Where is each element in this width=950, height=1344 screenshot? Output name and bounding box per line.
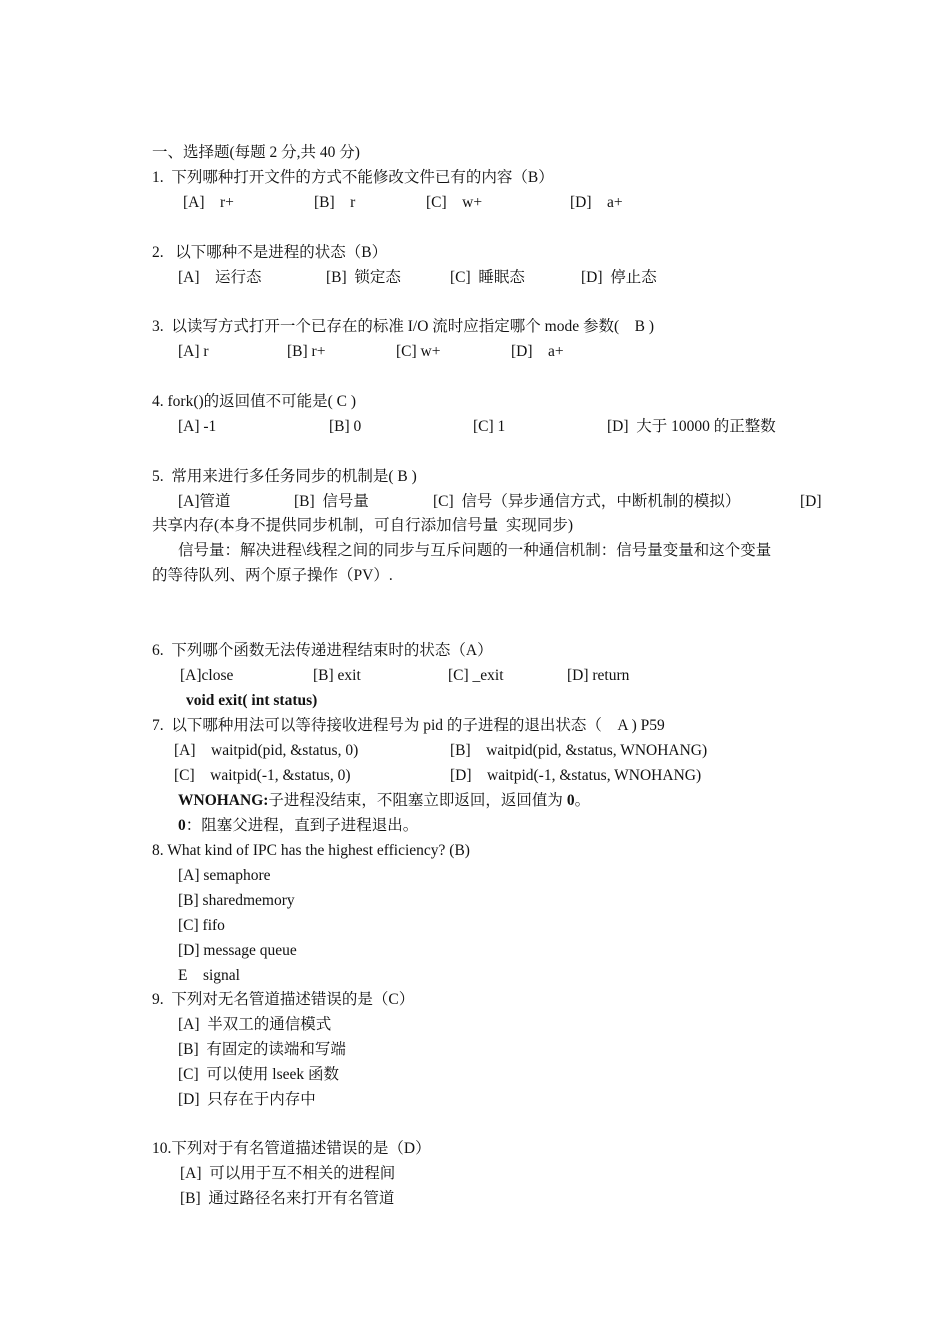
q9-option-c: [C] 可以使用 lseek 函数 <box>178 1066 340 1083</box>
q8-option-e: E signal <box>178 967 240 984</box>
q1-option-b: [B] r <box>314 194 356 211</box>
q7-note-2-text: ：阻塞父进程，直到子进程退出。 <box>185 817 419 834</box>
q5-option-d-text: 共享内存(本身不提供同步机制，可自行添加信号量 实现同步) <box>152 517 574 534</box>
q5-option-d: [D] <box>800 493 822 510</box>
q8-option-d: [D] message queue <box>178 942 297 959</box>
q9-option-a: [A] 半双工的通信模式 <box>178 1016 332 1033</box>
q4-option-b: [B] 0 <box>329 418 362 435</box>
q6-note: void exit( int status) <box>186 692 318 709</box>
q3-option-c: [C] w+ <box>396 343 441 360</box>
q6-option-d: [D] return <box>567 667 630 684</box>
q6-option-a: [A]close <box>180 667 234 684</box>
q8-option-b: [B] sharedmemory <box>178 892 295 909</box>
q5-option-a: [A]管道 <box>178 493 231 510</box>
q2-option-a: [A] 运行态 <box>178 269 262 286</box>
q7-note-1 <box>178 791 590 811</box>
q2-option-d: [D] 停止态 <box>581 269 657 286</box>
question-10: 10.下列对于有名管道描述错误的是（D） <box>152 1140 431 1157</box>
q7-note-1-term: WNOHANG: <box>178 792 269 809</box>
q2-option-b: [B] 锁定态 <box>326 269 401 286</box>
q7-note-1-value: 0 <box>566 792 575 809</box>
q7-option-a: [A] waitpid(pid, &status, 0) <box>174 742 359 759</box>
q5-option-c: [C] 信号（异步通信方式，中断机制的模拟） <box>433 493 741 510</box>
q1-option-d: [D] a+ <box>570 194 623 211</box>
q1-option-c: [C] w+ <box>426 194 483 211</box>
question-7: 7. 以下哪种用法可以等待接收进程号为 pid 的子进程的退出状态（ A ) P59 <box>152 717 665 734</box>
q5-note-line-1: 信号量：解决进程\线程之间的同步与互斥问题的一种通信机制：信号量变量和这个变量 <box>178 542 772 559</box>
q3-option-a: [A] r <box>178 343 209 360</box>
question-6: 6. 下列哪个函数无法传递进程结束时的状态（A） <box>152 642 493 659</box>
q9-option-b: [B] 有固定的读端和写端 <box>178 1041 346 1058</box>
question-9: 9. 下列对无名管道描述错误的是（C） <box>152 991 415 1008</box>
q7-note-2 <box>178 816 418 836</box>
q4-option-a: [A] -1 <box>178 418 217 435</box>
q9-option-d: [D] 只存在于内存中 <box>178 1091 316 1108</box>
q4-option-c: [C] 1 <box>473 418 506 435</box>
q5-option-b: [B] 信号量 <box>294 493 369 510</box>
q6-option-c: [C] _exit <box>448 667 504 684</box>
section-title: 一、选择题(每题 2 分,共 40 分) <box>152 144 360 161</box>
q1-option-a: [A] r+ <box>183 194 234 211</box>
q7-note-2-term: 0 <box>178 817 186 834</box>
q6-option-b: [B] exit <box>313 667 361 684</box>
question-8: 8. What kind of IPC has the highest efficiency? (B) <box>152 842 470 859</box>
q7-note-1-text: 子进程没结束，不阻塞立即返回，返回值为 <box>268 792 567 809</box>
q10-option-a: [A] 可以用于互不相关的进程间 <box>180 1165 396 1182</box>
q5-note-line-2: 的等待队列、两个原子操作（PV）. <box>152 567 393 584</box>
q3-option-d: [D] a+ <box>511 343 564 360</box>
q3-option-b: [B] r+ <box>287 343 326 360</box>
question-1: 1. 下列哪种打开文件的方式不能修改文件已有的内容（B） <box>152 169 554 186</box>
q7-option-d: [D] waitpid(-1, &status, WNOHANG) <box>450 767 702 784</box>
q2-option-c: [C] 睡眠态 <box>450 269 525 286</box>
q7-option-c: [C] waitpid(-1, &status, 0) <box>174 767 351 784</box>
q4-option-d: [D] 大于 10000 的正整数 <box>607 418 776 435</box>
q7-option-b: [B] waitpid(pid, &status, WNOHANG) <box>450 742 708 759</box>
q8-option-c: [C] fifo <box>178 917 225 934</box>
q10-option-b: [B] 通过路径名来打开有名管道 <box>180 1190 395 1207</box>
q8-option-a: [A] semaphore <box>178 867 271 884</box>
question-2: 2. 以下哪种不是进程的状态（B） <box>152 244 388 261</box>
question-4: 4. fork()的返回值不可能是( C ) <box>152 393 357 410</box>
question-5: 5. 常用来进行多任务同步的机制是( B ) <box>152 468 417 485</box>
question-3: 3. 以读写方式打开一个已存在的标准 I/O 流时应指定哪个 mode 参数( B ) <box>152 318 655 335</box>
q7-note-1-end: 。 <box>574 792 591 809</box>
